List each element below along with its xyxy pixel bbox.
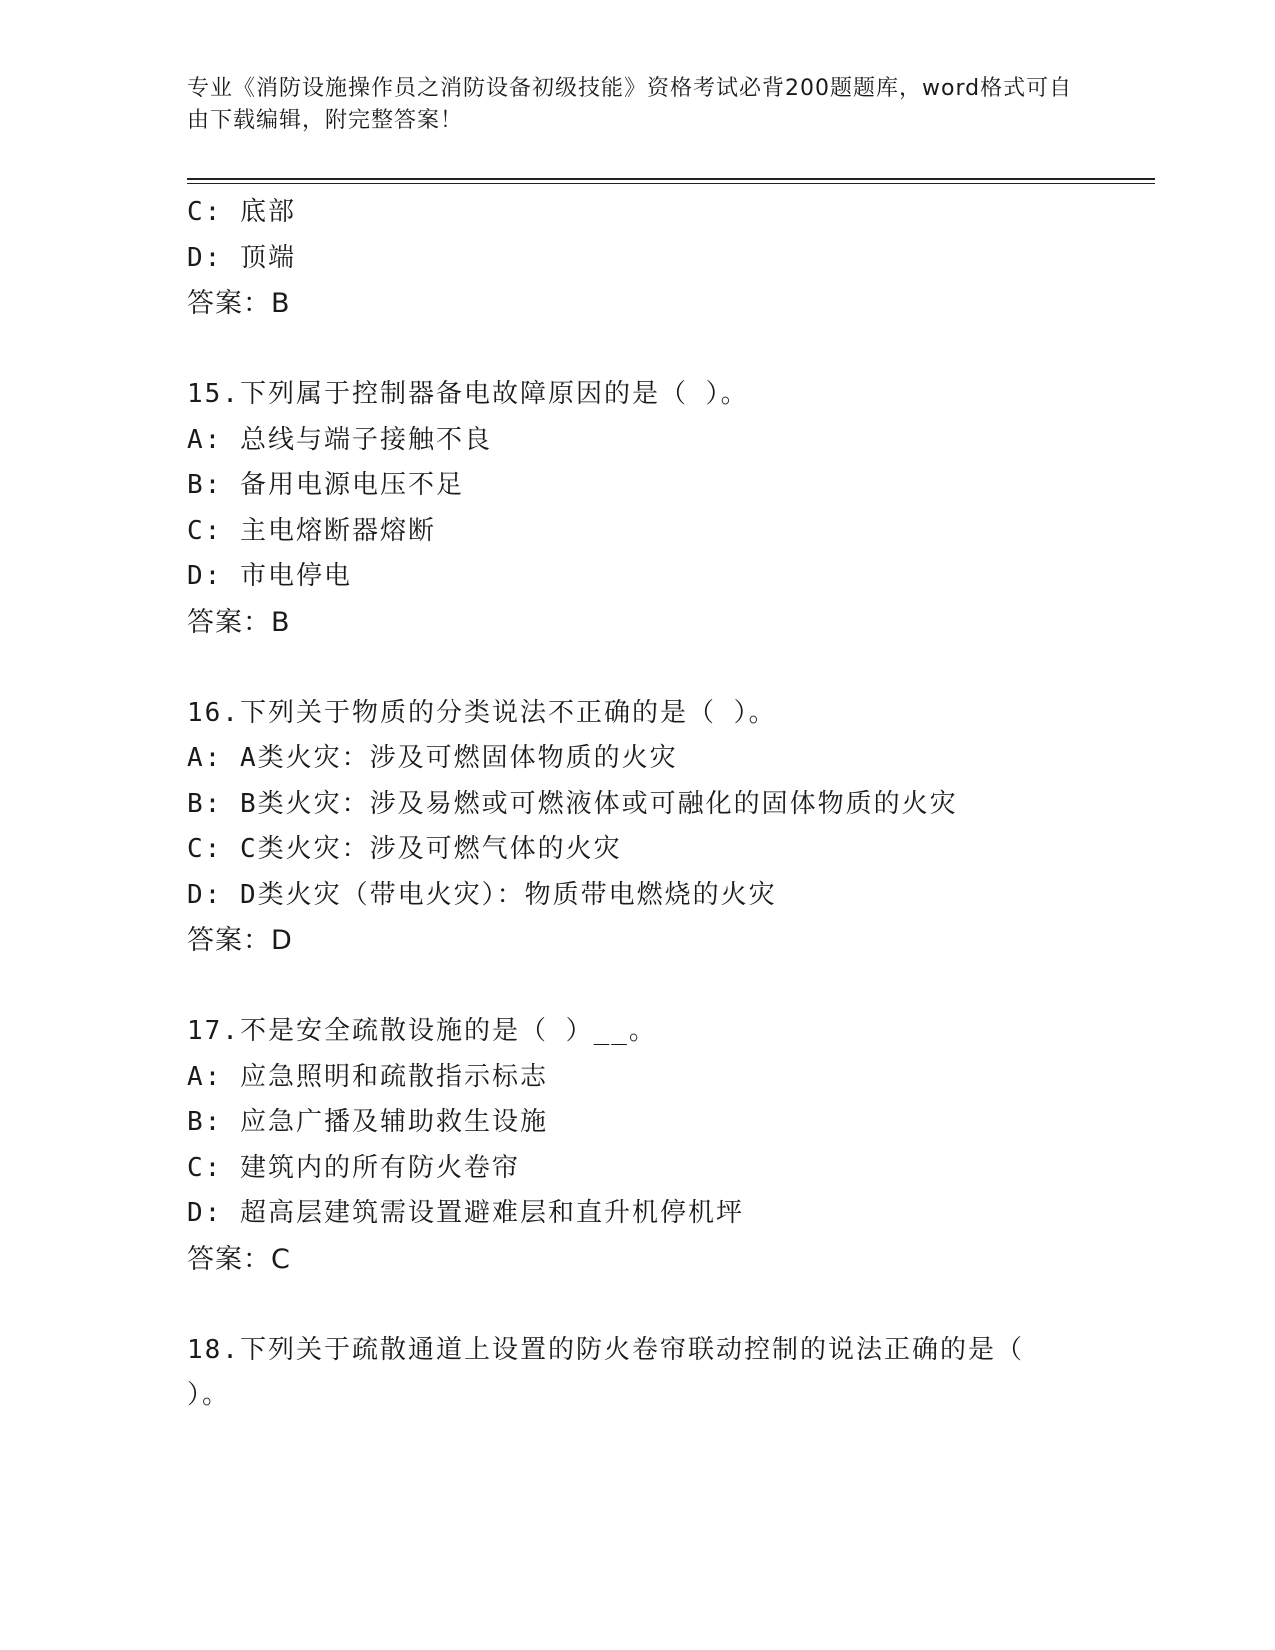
- option-c: C: C类火灾：涉及可燃气体的火灾: [187, 834, 622, 864]
- question-15: [187, 372, 1107, 645]
- answer: 答案：D: [187, 925, 293, 956]
- option-d: D: 市电停电: [187, 561, 352, 591]
- header-rule-thick: [187, 178, 1155, 180]
- question-text: 15.下列属于控制器备电故障原因的是（ ）。: [187, 379, 749, 409]
- option-d: D: D类火灾（带电火灾）：物质带电燃烧的火灾: [187, 879, 777, 910]
- option-a: A: A类火灾：涉及可燃固体物质的火灾: [187, 743, 678, 773]
- answer: 答案：B: [187, 288, 291, 319]
- question-text: 18.下列关于疏散通道上设置的防火卷帘联动控制的说法正确的是（ ）。: [187, 1334, 1024, 1410]
- question-text: 17.不是安全疏散设施的是（ ）__。: [187, 1016, 657, 1046]
- question-text: 16.下列关于物质的分类说法不正确的是（ ）。: [187, 697, 777, 728]
- option-d: D: 顶端: [187, 242, 296, 273]
- option-b: B: 应急广播及辅助救生设施: [187, 1107, 548, 1137]
- answer: 答案：B: [187, 606, 291, 638]
- answer: 答案：C: [187, 1243, 291, 1275]
- option-b: B: 备用电源电压不足: [187, 470, 464, 500]
- option-a: A: 总线与端子接触不良: [187, 424, 492, 455]
- header-rule-thin: [187, 183, 1155, 184]
- question-list: [187, 190, 1107, 1419]
- question-18: [187, 1328, 1107, 1419]
- option-c: C: 主电熔断器熔断: [187, 515, 436, 546]
- option-a: A: 应急照明和疏散指示标志: [187, 1061, 548, 1092]
- question-14-tail: [187, 190, 1107, 327]
- document-header: 专业《消防设施操作员之消防设备初级技能》资格考试必背200题题库，word格式可自由下载编辑，附完整答案！: [187, 76, 1073, 133]
- option-c: C: 底部: [187, 197, 296, 227]
- question-17: [187, 1009, 1107, 1282]
- option-d: D: 超高层建筑需设置避难层和直升机停机坪: [187, 1198, 744, 1228]
- option-b: B: B类火灾：涉及易燃或可燃液体或可融化的固体物质的火灾: [187, 788, 958, 819]
- option-c: C: 建筑内的所有防火卷帘: [187, 1152, 520, 1183]
- question-16: [187, 691, 1107, 964]
